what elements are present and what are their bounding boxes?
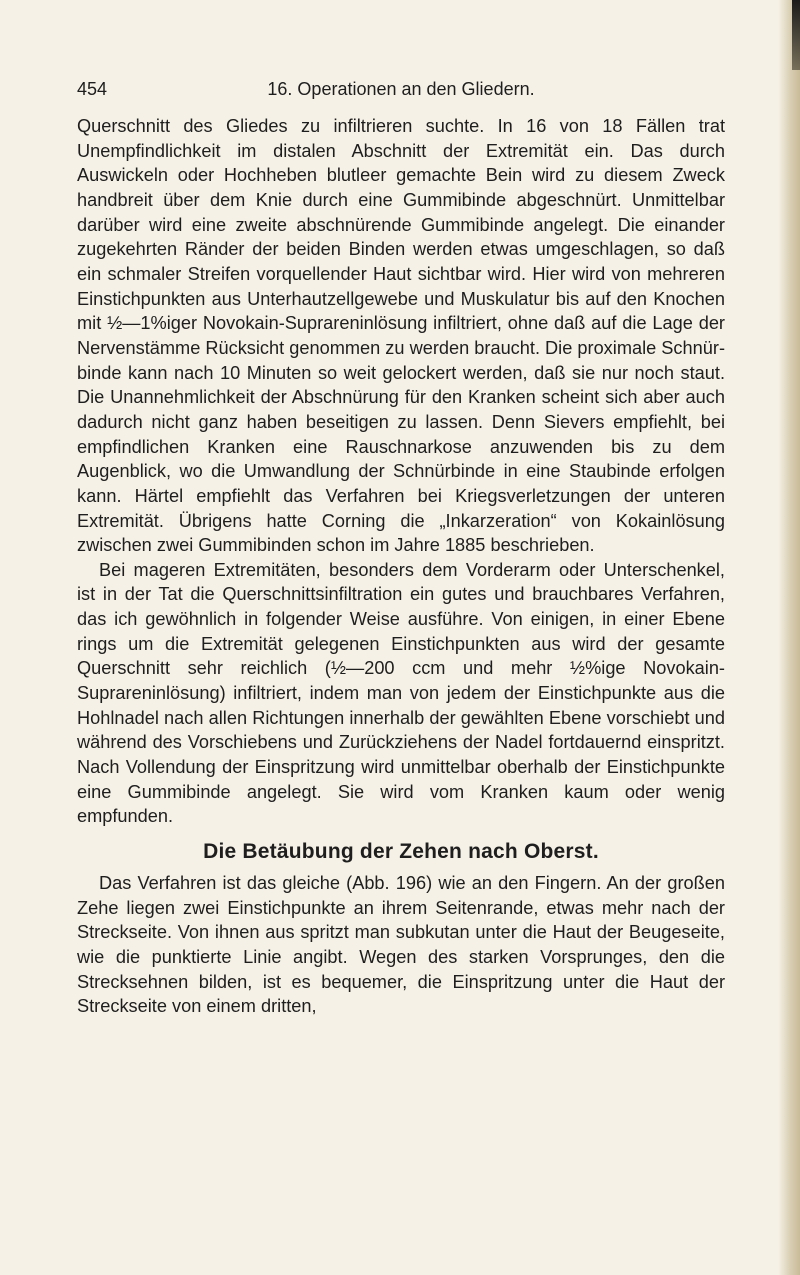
chapter-title: 16. Operationen an den Gliedern.: [267, 79, 535, 99]
section-heading: Die Betäubung der Zehen nach Oberst.: [203, 840, 599, 864]
running-head: [77, 77, 725, 101]
page-number: 454: [77, 79, 108, 99]
paragraph-2: Bei mageren Extremitäten, besonders dem Vorderarm oder Unterschenkel, ist in der Tat die Querschnittsinfiltration ein gutes und brauchbares Verfahren, das ich gewöhnlich in folgender Weise ausführe. Von einigen, in einer Ebene rings um die Extremität gelegenen Einstichpunkten aus wird der gesamte Querschnitt sehr reichlich (½—200 ccm und mehr ½%ige Novokain-Suprareninlösung) infiltriert, indem man von jedem der Einstichpunkte aus die Hohlnadel nach allen Richtungen innerhalb der gewählten Ebene vorschiebt und während des Vorschiebens und Zurückziehens der Nadel fortdauernd einspritzt. Nach Vollendung der Einspritzung wird unmittelbar oberhalb der Einstichpunkte eine Gummibinde angelegt. Sie wird vom Kranken kaum oder wenig empfunden.: [77, 559, 725, 827]
paragraph-3: Das Verfahren ist das gleiche (Abb. 196) wie an den Fingern. An der großen Zehe liegen zwei Einstichpunkte an ihrem Seitenrande, etwas mehr nach der Streckseite. Von ihnen aus spritzt man subkutan unter die Haut der Beugeseite, wie die punktierte Linie angibt. Wegen des starken Vorsprunges, den die Strecksehnen bilden, ist es bequemer, die Einspritzung unter die Haut der Streckseite von einem dritten,: [77, 873, 725, 1017]
body-text: [77, 114, 725, 1019]
page-corner-shadow: [792, 0, 800, 70]
paragraph-1: Querschnitt des Gliedes zu infiltrieren suchte. In 16 von 18 Fällen trat Unempfindlichkeit im distalen Abschnitt der Extremität ein. Das durch Auswickeln oder Hochheben blutleer gemachte Bein wird zu diesem Zweck handbreit über dem Knie durch eine Gummibinde abgeschnürt. Unmittelbar darüber wird eine zweite abschnürende Gummibinde angelegt. Die einander zugekehrten Ränder der beiden Binden werden etwas umgeschlagen, so daß ein schmaler Streifen vorquellender Haut sichtbar wird. Hier wird von mehreren Einstichpunkten aus Unterhautzellgewebe und Muskulatur bis auf den Knochen mit ½—1%iger Novokain-Suprareninlösung infiltriert, ohne daß auf die Lage der Nervenstämme Rücksicht genommen zu werden braucht. Die proximale Schnürbinde kann nach 10 Minuten so weit gelockert werden, daß sie nur noch staut. Die Unannehmlichkeit der Abschnürung für den Kranken scheint sich aber auch dadurch nicht ganz haben beseitigen zu lassen. Denn Sievers empfiehlt, bei empfindlichen Kranken eine Rauschnarkose anzuwenden bis zu dem Augenblick, wo die Umwandlung der Schnürbinde in eine Staubinde erfolgen kann. Härtel empfiehlt das Verfahren bei Kriegsverletzungen der unteren Extremität. Übrigens hatte Corning die „Inkarzeration“ von Kokainlösung zwischen zwei Gummibinden schon im Jahre 1885 beschrieben.: [77, 116, 725, 556]
page-edge-shadow: [778, 0, 800, 1275]
